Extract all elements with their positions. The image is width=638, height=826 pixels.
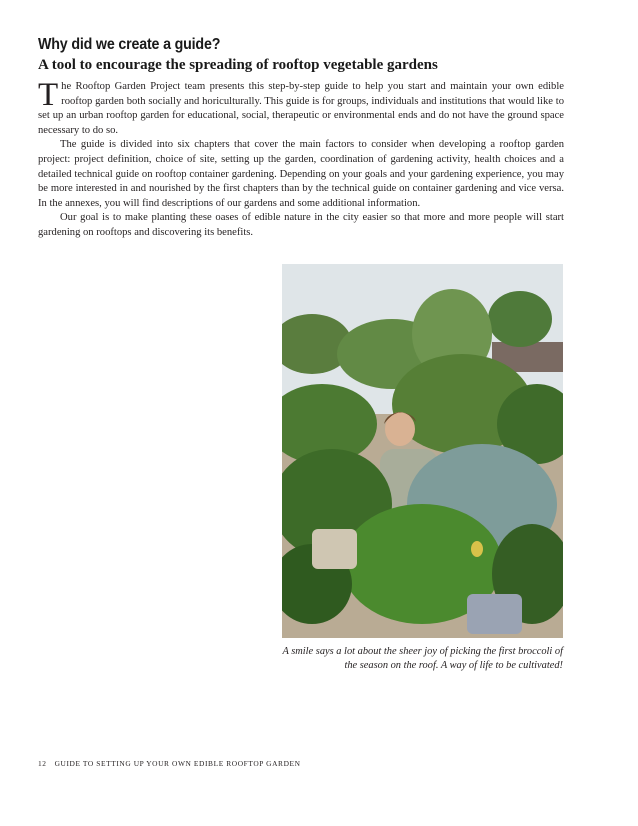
paragraph-intro-text: he Rooftop Garden Project team presents this step-by-step guide to help you start and maintain your own edible rooftop garden both socially and horiculturally. This guide is for groups, individuals and institutions that would like to set up an urban rooftop garden for educational, social, therapeutic or environmental ends and do not have the ground space necessary to do so.: [38, 81, 564, 136]
page-number: 12: [38, 759, 47, 768]
paragraph-goal: Our goal is to make planting these oases of edible nature in the city easier so that more and more people will start gardening on rooftops and discovering its benefits.: [38, 212, 564, 238]
section-title: Why did we create a guide?: [38, 36, 221, 53]
running-title: GUIDE TO SETTING UP YOUR OWN EDIBLE ROOFTOP GARDEN: [54, 759, 301, 768]
rooftop-garden-photo: [282, 264, 563, 638]
paragraph-chapters: The guide is divided into six chapters that cover the main factors to consider when developing a rooftop garden project: project definition, choice of site, setting up the garden, coordination of gardening activity, health choices and a detailed technical guide on rooftop container gardening. Depending on your goals and your gardening experience, you may be more interested in and nourished by the first chapters than by the technical guide on container gardening and vice versa. In the annexes, you will find descriptions of our gardens and some additional information.: [38, 139, 564, 209]
page-heading: [38, 36, 598, 74]
photo-caption: A smile says a lot about the sheer joy of picking the first broccoli of the season on the roof. A way of life to be cultivated!: [282, 646, 563, 671]
section-subtitle: A tool to encourage the spreading of rooftop vegetable gardens: [38, 57, 438, 73]
paragraph-intro: [38, 77, 564, 138]
drop-cap: T: [38, 77, 59, 113]
page-footer: [38, 759, 301, 768]
body-text: [38, 77, 564, 241]
